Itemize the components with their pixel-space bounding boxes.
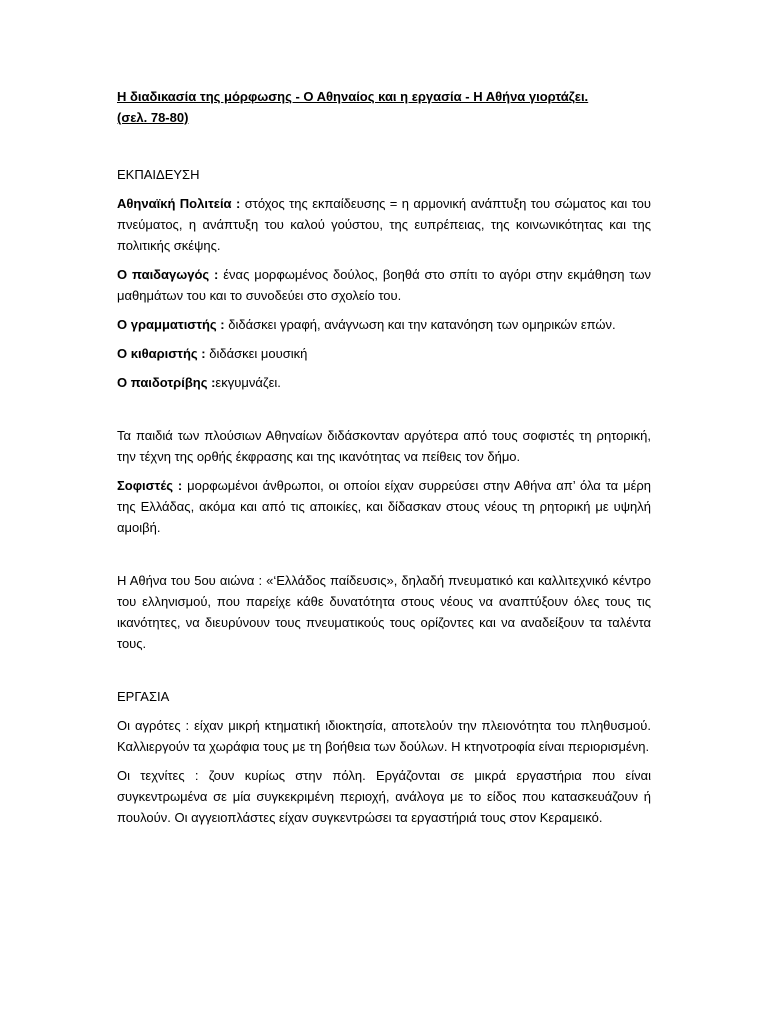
term-label: Αθηναϊκή Πολιτεία : [117, 196, 241, 211]
term-text: μορφωμένοι άνθρωποι, οι οποίοι είχαν συρρεύσει στην Αθήνα απ’ όλα τα μέρη της Ελλάδας, ακόμα και από τις αποικίες, και δίδασκαν στους νέους τη ρητορική με υψηλή αμοιβή. [117, 478, 651, 535]
term-text: εκγυμνάζει. [215, 375, 281, 390]
document-title [117, 86, 651, 128]
term-label: Ο κιθαριστής : [117, 346, 206, 361]
paragraph-paidotrivis [117, 372, 651, 393]
paragraph-grammatistis [117, 314, 651, 335]
term-label: Ο παιδοτρίβης : [117, 375, 216, 390]
paragraph-sophists [117, 475, 651, 538]
term-text: διδάσκει γραφή, ανάγνωση και την κατανόηση των ομηρικών επών. [224, 317, 616, 332]
paragraph-paidagogos [117, 264, 651, 306]
term-text: στόχος της εκπαίδευσης = η αρμονική ανάπτυξη του σώματος και του πνεύματος, η ανάπτυξη του καλού γούστου, της ευπρέπειας, της κοινωνικότητας και της πολιτικής σκέψης. [117, 196, 651, 253]
paragraph-kitharistis [117, 343, 651, 364]
term-text: διδάσκει μουσική [205, 346, 308, 361]
paragraph-craftsmen: Οι τεχνίτες : ζουν κυρίως στην πόλη. Εργάζονται σε μικρά εργαστήρια που είναι συγκεντρωμένα σε μία συγκεκριμένη περιοχή, ανάλογα με το είδος που κατασκευάζουν ή πουλούν. Οι αγγειοπλάστες είχαν συγκεντρώσει τα εργαστήριά τους στον Κεραμεικό. [117, 768, 651, 825]
section-heading-education: ΕΚΠΑΙΔΕΥΣΗ [117, 167, 200, 182]
paragraph-athens-5th-century: Η Αθήνα του 5ου αιώνα : «‘Ελλάδος παίδευσις», δηλαδή πνευματικό και καλλιτεχνικό κέντρο του ελληνισμού, που παρείχε κάθε δυνατότητα στους νέους να αναπτύξουν όλες τους τις ικανότητες, να διευρύνουν τους πνευματικούς τους ορίζοντες και να αναδείξουν τα ταλέντα τους. [117, 573, 651, 651]
term-label: Σοφιστές : [117, 478, 183, 493]
term-label: Ο γραμματιστής : [117, 317, 225, 332]
paragraph-farmers: Οι αγρότες : είχαν μικρή κτηματική ιδιοκτησία, αποτελούν την πλειονότητα του πληθυσμού. Καλλιεργούν τα χωράφια τους με τη βοήθεια των δούλων. Η κτηνοτροφία είναι περιορισμένη. [117, 718, 651, 754]
paragraph-athenian-state [117, 193, 651, 256]
title-line-1: Η διαδικασία της μόρφωσης - Ο Αθηναίος και η εργασία - Η Αθήνα γιορτάζει. [117, 89, 589, 104]
term-text: ένας μορφωμένος δούλος, βοηθά στο σπίτι το αγόρι στην εκμάθηση των μαθημάτων του και το συνοδεύει στο σχολείο του. [117, 267, 651, 303]
section-heading-work: ΕΡΓΑΣΙΑ [117, 689, 170, 704]
title-line-2: (σελ. 78-80) [117, 110, 189, 125]
paragraph-rich-children: Τα παιδιά των πλούσιων Αθηναίων διδάσκονταν αργότερα από τους σοφιστές τη ρητορική, την τέχνη της ορθής έκφρασης και της ικανότητας να πείθεις τον δήμο. [117, 428, 651, 464]
term-label: Ο παιδαγωγός : [117, 267, 219, 282]
